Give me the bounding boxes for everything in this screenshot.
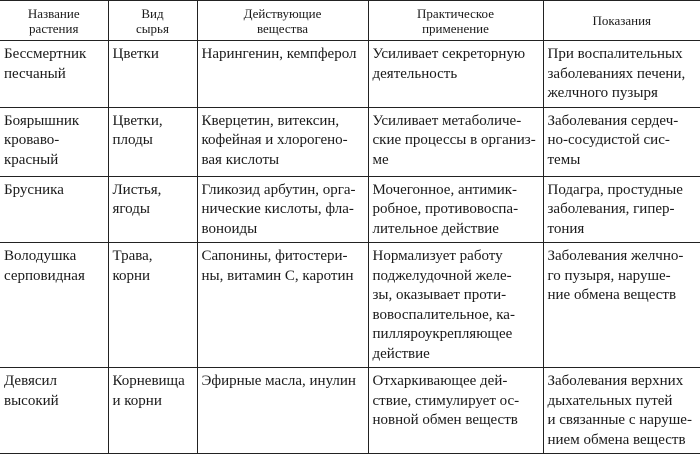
- header-active-substances: Действующие вещества: [197, 1, 368, 41]
- cell-application: Мочегонное, антимик- робное, противовоспа- лительное действие: [368, 176, 543, 243]
- cell-plant-name: Бессмертник песчаный: [0, 41, 108, 108]
- cell-active-substances: Нарингенин, кемпферол: [197, 41, 368, 108]
- cell-indications: Заболевания верхних дыхательных путей и связанные с наруше- нием обмена веществ: [543, 368, 700, 454]
- cell-active-substances: Кверцетин, витексин, кофейная и хлорогено- вая кислоты: [197, 107, 368, 176]
- cell-raw-material: Цветки, плоды: [108, 107, 197, 176]
- cell-application: Усиливает метаболиче- ские процессы в организ- ме: [368, 107, 543, 176]
- table-row: [0, 107, 700, 176]
- cell-plant-name: Боярышник кроваво- красный: [0, 107, 108, 176]
- header-plant-name: Название растения: [0, 1, 108, 41]
- header-indications: Показания: [543, 1, 700, 41]
- cell-application: Отхаркивающее дей- ствие, стимулирует ос- новной обмен веществ: [368, 368, 543, 454]
- cell-active-substances: Сапонины, фитостери- ны, витамин С, каротин: [197, 243, 368, 368]
- cell-indications: Подагра, простудные заболевания, гипер- тония: [543, 176, 700, 243]
- table-row: [0, 176, 700, 243]
- cell-indications: Заболевания сердеч- но-сосудистой сис- темы: [543, 107, 700, 176]
- cell-indications: Заболевания желчно- го пузыря, наруше- ние обмена веществ: [543, 243, 700, 368]
- cell-application: Нормализует работу поджелудочной желе- зы, оказывает проти- вовоспалительное, ка- пилляроукрепляющее действие: [368, 243, 543, 368]
- cell-raw-material: Трава, корни: [108, 243, 197, 368]
- cell-plant-name: Девясил высокий: [0, 368, 108, 454]
- table-row: [0, 243, 700, 368]
- table-row: [0, 368, 700, 454]
- cell-active-substances: Гликозид арбутин, орга- нические кислоты, фла- воноиды: [197, 176, 368, 243]
- cell-plant-name: Брусника: [0, 176, 108, 243]
- cell-active-substances: Эфирные масла, инулин: [197, 368, 368, 454]
- table-row: [0, 41, 700, 108]
- cell-raw-material: Листья, ягоды: [108, 176, 197, 243]
- cell-raw-material: Корневища и корни: [108, 368, 197, 454]
- cell-application: Усиливает секреторную деятельность: [368, 41, 543, 108]
- header-row: [0, 1, 700, 41]
- cell-indications: При воспалительных заболеваниях печени, желчного пузыря: [543, 41, 700, 108]
- header-application: Практическое применение: [368, 1, 543, 41]
- cell-plant-name: Володушка серповидная: [0, 243, 108, 368]
- cell-raw-material: Цветки: [108, 41, 197, 108]
- header-raw-material: Вид сырья: [108, 1, 197, 41]
